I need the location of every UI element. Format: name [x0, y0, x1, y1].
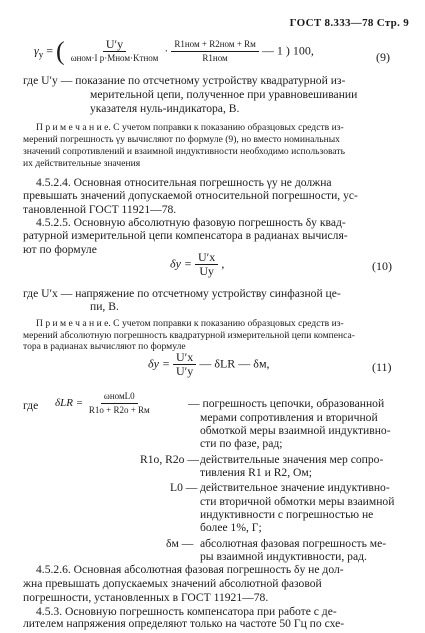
equation-11	[148, 351, 270, 378]
eq9-tail: — 1 ) 100,	[261, 43, 314, 58]
note-2-line-2: мерений абсолютную погрешность квадратурной измерительной цепи компенса-	[23, 329, 356, 341]
equation-9-number: (9)	[376, 50, 390, 64]
eq9-lhs: γ	[34, 43, 39, 58]
eq11-fraction	[173, 351, 196, 378]
para-453-line-1: 4.5.3. Основную погрешность компенсатора при работе с де-	[36, 605, 337, 618]
para-4525-line-2: ратурной измерительной цепи компенсатора в радианах вычисля-	[23, 229, 348, 243]
eq9-open-paren: (	[56, 36, 65, 66]
eq9-fraction-2	[171, 38, 259, 65]
note-2-line-1: П р и м е ч а н и е. С учетом поправки к показанию образцовых средств из-	[36, 318, 344, 329]
para-4526-line-3: погрешности, установленных в ГОСТ 11921—78.	[23, 591, 269, 604]
dlr-line-2: мерами сопротивления и вторичной	[200, 410, 378, 424]
page-header: ГОСТ 8.333—78 Стр. 9	[289, 17, 409, 29]
where-10-line-2: пи, В.	[90, 299, 119, 313]
eq10-lhs: δу =	[170, 256, 193, 271]
dlr-line-1: — погрешность цепочки, образованной	[188, 397, 385, 411]
equation-10-number: (10)	[372, 258, 392, 273]
m-lhs: δм —	[166, 536, 194, 550]
eq10-numerator: U′x	[195, 251, 218, 265]
m-line-1: абсолютная фазовая погрешность ме-	[200, 536, 387, 550]
eq9-f1-numerator: U′у	[103, 38, 126, 52]
para-4524-line-1: 4.5.2.4. Основная относительная погрешность γу не должна	[36, 175, 332, 189]
where-9-line-2: мерительной цепи, полученное при уравновешивании	[90, 88, 358, 101]
m-line-2: ры взаимной индуктивности, рад.	[200, 550, 367, 564]
defs-where: где	[23, 399, 39, 413]
dlr-lhs: δLR =	[55, 396, 84, 409]
dlr-line-4: сти по фазе, рад;	[200, 437, 283, 451]
para-4525-line-1: 4.5.2.5. Основную абсолютную фазовую погрешность δу квад-	[36, 215, 346, 229]
para-4525-line-3: ют по формуле	[23, 242, 97, 256]
equation-10	[170, 251, 224, 278]
equation-9	[34, 38, 314, 65]
note-1-line-1: П р и м е ч а н и е. С учетом поправки к показанию образцовых средств из-	[36, 122, 344, 133]
where-10-line-1: где U′x — напряжение по отсчетному устройству синфазной це-	[23, 286, 341, 300]
para-4524-line-2: превышать значений допускаемой относительной погрешности, ус-	[23, 189, 358, 203]
note-1-line-4: их действительные значения	[23, 158, 141, 169]
r-line-2: тивления R1 и R2, Ом;	[200, 466, 312, 480]
eq11-denominator: U′у	[176, 364, 194, 379]
l-line-1: действительное значение индуктивно-	[200, 481, 390, 495]
r-line-1: действительные значения мер сопро-	[200, 452, 384, 466]
note-2-line-3: тора в радианах вычисляют по формуле	[23, 340, 186, 352]
where-9-line-1: где U′у — показание по отсчетному устройству квадратурной из-	[23, 74, 346, 87]
note-1-line-3: значений сопротивлений и взаимной индуктивности необходимо использовать	[23, 146, 345, 157]
dlr-fraction	[86, 390, 153, 417]
l-line-2: сти вторичной обмотки меры взаимной	[200, 494, 395, 508]
eq10-denominator: Uу	[199, 264, 214, 279]
dlr-denominator: R1o + R2o + Rм	[88, 404, 150, 415]
l-lhs: L0 —	[170, 481, 198, 495]
l-line-4: более 1%, Г;	[200, 521, 262, 535]
eq11-numerator: U′x	[173, 351, 196, 365]
eq11-tail: — δLR — δм,	[199, 356, 270, 371]
note-1-line-2: мерений погрешность γу вычисляют по формуле (9), но вместо номинальных	[23, 134, 340, 145]
eq9-fraction-1	[68, 38, 162, 65]
r-lhs: R1o, R2o —	[140, 452, 199, 466]
eq10-fraction	[195, 251, 218, 278]
dlr-line-3: обмоткой меры взаимной индуктивно-	[200, 424, 391, 437]
eq10-tail: ,	[221, 256, 225, 271]
eq9-lhs-sub: у	[38, 49, 44, 60]
eq9-f1-denominator: ωном·I р·Mном·Kтном	[70, 53, 159, 63]
where-9-line-3: указателя нуль-индикатора, В.	[90, 102, 240, 115]
eq9-f2-numerator: R1ном + R2ном + Rм	[171, 38, 259, 52]
l-line-3: индуктивности с погрешностью не	[200, 508, 374, 522]
para-453-line-2: лителем напряжения определяют только на частоте 50 Гц по схе-	[23, 617, 345, 630]
dlr-formula	[55, 390, 153, 417]
eq9-equals: =	[46, 43, 54, 58]
dlr-numerator: ωномL0	[101, 390, 138, 404]
para-4524-line-3: тановленной ГОСТ 11921—78.	[23, 202, 177, 216]
para-4526-line-2: жна превышать допускаемых значений абсолютной фазовой	[23, 577, 322, 590]
equation-11-number: (11)	[372, 360, 392, 374]
para-4526-line-1: 4.5.2.6. Основная абсолютная фазовая погрешность δу не дол-	[36, 563, 344, 576]
eq9-f2-denominator: R1ном	[202, 53, 228, 63]
eq9-mul: ·	[164, 43, 169, 58]
eq11-lhs: δу =	[148, 356, 171, 371]
